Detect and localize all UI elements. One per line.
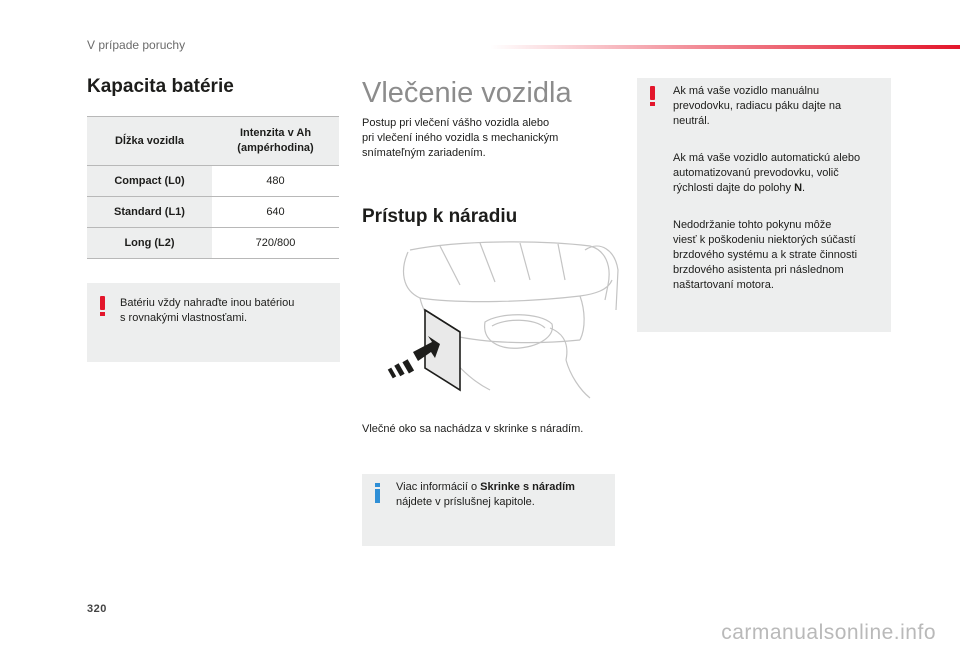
p1-line2: prevodovku, radiacu páku dajte na	[673, 100, 842, 112]
table-row	[87, 228, 339, 259]
tool-caption: Vlečné oko sa nachádza v skrinke s náradím.	[362, 423, 584, 435]
towing-intro	[362, 116, 558, 161]
info-prefix: Viac informácií o	[396, 481, 481, 493]
cell-length: Standard (L1)	[87, 197, 212, 228]
p2-line3: rýchlosti dajte do polohy	[673, 182, 795, 194]
tool-storage-illustration	[380, 240, 620, 400]
towing-title: Vlečenie vozidla	[362, 77, 572, 109]
towing-intro-line1: Postup pri vlečení vášho vozidla alebo	[362, 117, 550, 129]
info-text	[396, 480, 575, 510]
cell-capacity: 640	[212, 197, 339, 228]
towing-intro-line3: snímateľným zariadením.	[362, 147, 486, 159]
info-line2: nájdete v príslušnej kapitole.	[396, 496, 535, 508]
page-number: 320	[87, 603, 107, 615]
battery-warning-line2: s rovnakými vlastnosťami.	[120, 312, 247, 324]
col-header-length: Dĺžka vozidla	[87, 117, 212, 166]
p3-line2: viesť k poškodeniu niektorých súčastí	[673, 234, 856, 246]
battery-heading: Kapacita batérie	[87, 76, 234, 97]
info-icon	[375, 483, 381, 503]
manual-gearbox-paragraph	[673, 84, 883, 129]
gearbox-warning-box	[637, 78, 891, 332]
table-row	[87, 166, 339, 197]
battery-warning-box	[87, 283, 340, 362]
p1-line1: Ak má vaše vozidlo manuálnu	[673, 85, 820, 97]
gearbox-warning-text	[673, 84, 883, 293]
exclamation-icon	[100, 296, 106, 316]
col-header-capacity-line1: Intenzita v Ah	[239, 127, 312, 139]
battery-table	[87, 116, 339, 259]
automatic-gearbox-paragraph	[673, 151, 883, 196]
battery-warning-line1: Batériu vždy nahraďte inou batériou	[120, 297, 295, 309]
p1-line3: neutrál.	[673, 115, 710, 127]
neutral-position-letter: N	[794, 182, 803, 194]
info-box	[362, 474, 615, 546]
col-header-capacity-line2: (ampérhodina)	[237, 142, 314, 154]
p2-line3-suffix: .	[802, 182, 806, 194]
p3-line4: brzdového asistenta pri následnom	[673, 264, 844, 276]
header-accent-line	[490, 45, 960, 49]
damage-warning-paragraph	[673, 218, 883, 293]
info-link-text: Skrinke s náradím	[480, 481, 575, 493]
battery-warning-text	[120, 296, 294, 326]
exclamation-icon	[650, 86, 656, 106]
cell-capacity: 480	[212, 166, 339, 197]
p3-line5: naštartovaní motora.	[673, 279, 774, 291]
p3-line1: Nedodržanie tohto pokynu môže	[673, 219, 832, 231]
tools-heading: Prístup k náradiu	[362, 206, 518, 227]
towing-intro-line2: pri vlečení iného vozidla s mechanickým	[362, 132, 559, 144]
p3-line3: brzdového systému a k strate činnosti	[673, 249, 858, 261]
table-header-row	[87, 117, 339, 166]
section-title: V prípade poruchy	[87, 38, 186, 52]
cell-length: Compact (L0)	[87, 166, 212, 197]
col-header-capacity	[212, 117, 339, 166]
p2-line2: automatizovanú prevodovku, volič	[673, 167, 839, 179]
watermark: carmanualsonline.info	[721, 621, 936, 644]
cell-capacity: 720/800	[212, 228, 339, 259]
p2-line1: Ak má vaše vozidlo automatickú alebo	[673, 152, 861, 164]
cell-length: Long (L2)	[87, 228, 212, 259]
table-row	[87, 197, 339, 228]
